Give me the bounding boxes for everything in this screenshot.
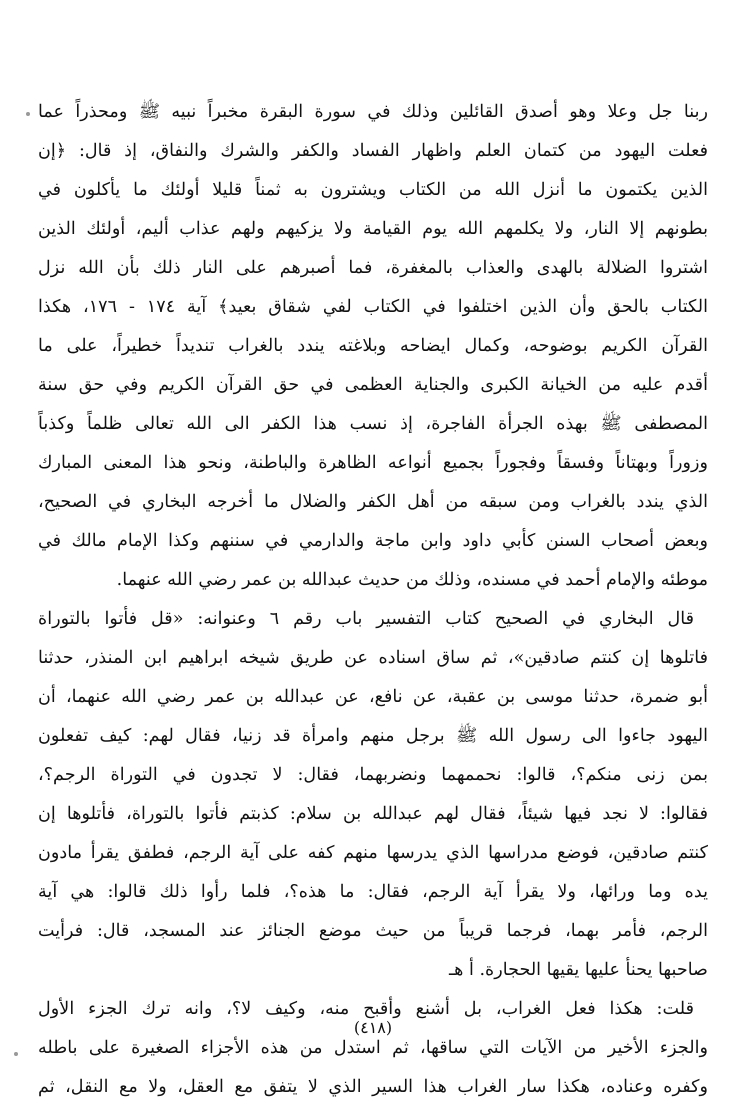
text-line: ربنا جل وعلا وهو أصدق القائلين وذلك في سورة البقرة مخبراً نبيه ﷺ ومحذراً عما	[38, 102, 708, 122]
text-line: فقالوا: لا نجد فيها شيئاً، فقال لهم عبدالله بن سلام: كذبتم فأتوا بالتوراة، فأتلوها إن	[38, 804, 708, 824]
text-line: وزوراً وبهتاناً وفسقاً وفجوراً بجميع أنواعه الظاهرة والباطنة، ونحو هذا المعنى المبارك	[38, 453, 708, 473]
text-line: وبعض أصحاب السنن كأبي داود وابن ماجة والدارمي في سننهم وكذا الإمام مالك في	[38, 531, 708, 551]
text-line: قال البخاري في الصحيح كتاب التفسير باب رقم ٦ وعنوانه: «قل فأتوا بالتوراة	[38, 609, 695, 629]
margin-dot	[26, 112, 30, 116]
text-line: الكتاب بالحق وأن الذين اختلفوا في الكتاب لفي شقاق بعيد﴾ آية ١٧٤ - ١٧٦، هكذا	[38, 297, 708, 317]
margin-dot	[14, 1052, 18, 1056]
body-text	[38, 93, 708, 1107]
text-line: وكفره وعناده، هكذا سار الغراب هذا السير الذي لا يتفق مع العقل، ولا مع النقل، ثم	[38, 1077, 708, 1097]
text-line: بمن زنى منكم؟، قالوا: نحممهما ونضربهما، فقال: لا تجدون في التوراة الرجم؟،	[38, 765, 708, 785]
text-line: موطئه والإمام أحمد في مسنده، وذلك من حديث عبدالله بن عمر رضي الله عنهما.	[116, 570, 708, 590]
text-line: فاتلوها إن كنتم صادقين»، ثم ساق اسناده عن طريق شيخه ابراهيم ابن المنذر، حدثنا	[38, 648, 708, 668]
text-line: فعلت اليهود من كتمان العلم واظهار الفساد والكفر والشرك والنفاق، إذ قال: ﴿إن	[38, 141, 708, 161]
text-line: قلت: هكذا فعل الغراب، بل أشنع وأقبح منه، وكيف لا؟، وانه ترك الجزء الأول	[38, 999, 694, 1019]
text-line: كنتم صادقين، فوضع مدراسها الذي يدرسها منهم كفه على آية الرجم، فطفق يقرأ مادون	[38, 843, 708, 863]
text-line: بطونهم إلا النار، ولا يكلمهم الله يوم القيامة ولا يزكيهم ولهم عذاب أليم، أولئك الذين	[38, 219, 708, 239]
text-line: الذي يندد بالغراب ومن سبقه من أهل الكفر والضلال ما أخرجه البخاري في الصحيح،	[38, 492, 708, 512]
text-line: يده وما ورائها، ولا يقرأ آية الرجم، فقال: ما هذه؟، فلما رأوا ذلك قالوا: هي آية	[38, 882, 708, 902]
text-line: صاحبها يحنأ عليها يقيها الحجارة. أ هـ	[448, 960, 708, 980]
text-line: اليهود جاءوا الى رسول الله ﷺ برجل منهم وامرأة قد زنيا، فقال لهم: كيف تفعلون	[38, 726, 708, 746]
text-line: الذين يكتمون ما أنزل الله من الكتاب ويشترون به ثمناً قليلا أولئك ما يأكلون في	[38, 180, 708, 200]
text-line: المصطفى ﷺ بهذه الجرأة الفاجرة، إذ نسب هذا الكفر الى الله تعالى ظلماً وكذباً	[38, 414, 708, 434]
text-line: أقدم عليه من الخيانة الكبرى والجناية العظمى في حق القرآن الكريم وفي حق سنة	[38, 375, 708, 395]
text-line: الرجم، فأمر بهما، فرجما قريباً من حيث موضع الجنائز عند المسجد، قال: فرأيت	[38, 921, 708, 941]
page-number: (٤١٨)	[353, 1018, 393, 1037]
text-line: اشتروا الضلالة بالهدى والعذاب بالمغفرة، فما أصبرهم على النار ذلك بأن الله نزل	[38, 258, 708, 278]
text-line: القرآن الكريم بوضوحه، وكمال ايضاحه وبلاغته يندد بالغراب تنديداً خطيراً، على ما	[38, 336, 708, 356]
text-line: والجزء الأخير من الآيات التي ساقها، ثم استدل من هذه الأجزاء الصغيرة على باطله	[38, 1038, 708, 1058]
text-line: أبو ضمرة، حدثنا موسى بن عقبة، عن نافع، عن عبدالله بن عمر رضي الله عنهما، أن	[38, 687, 708, 707]
